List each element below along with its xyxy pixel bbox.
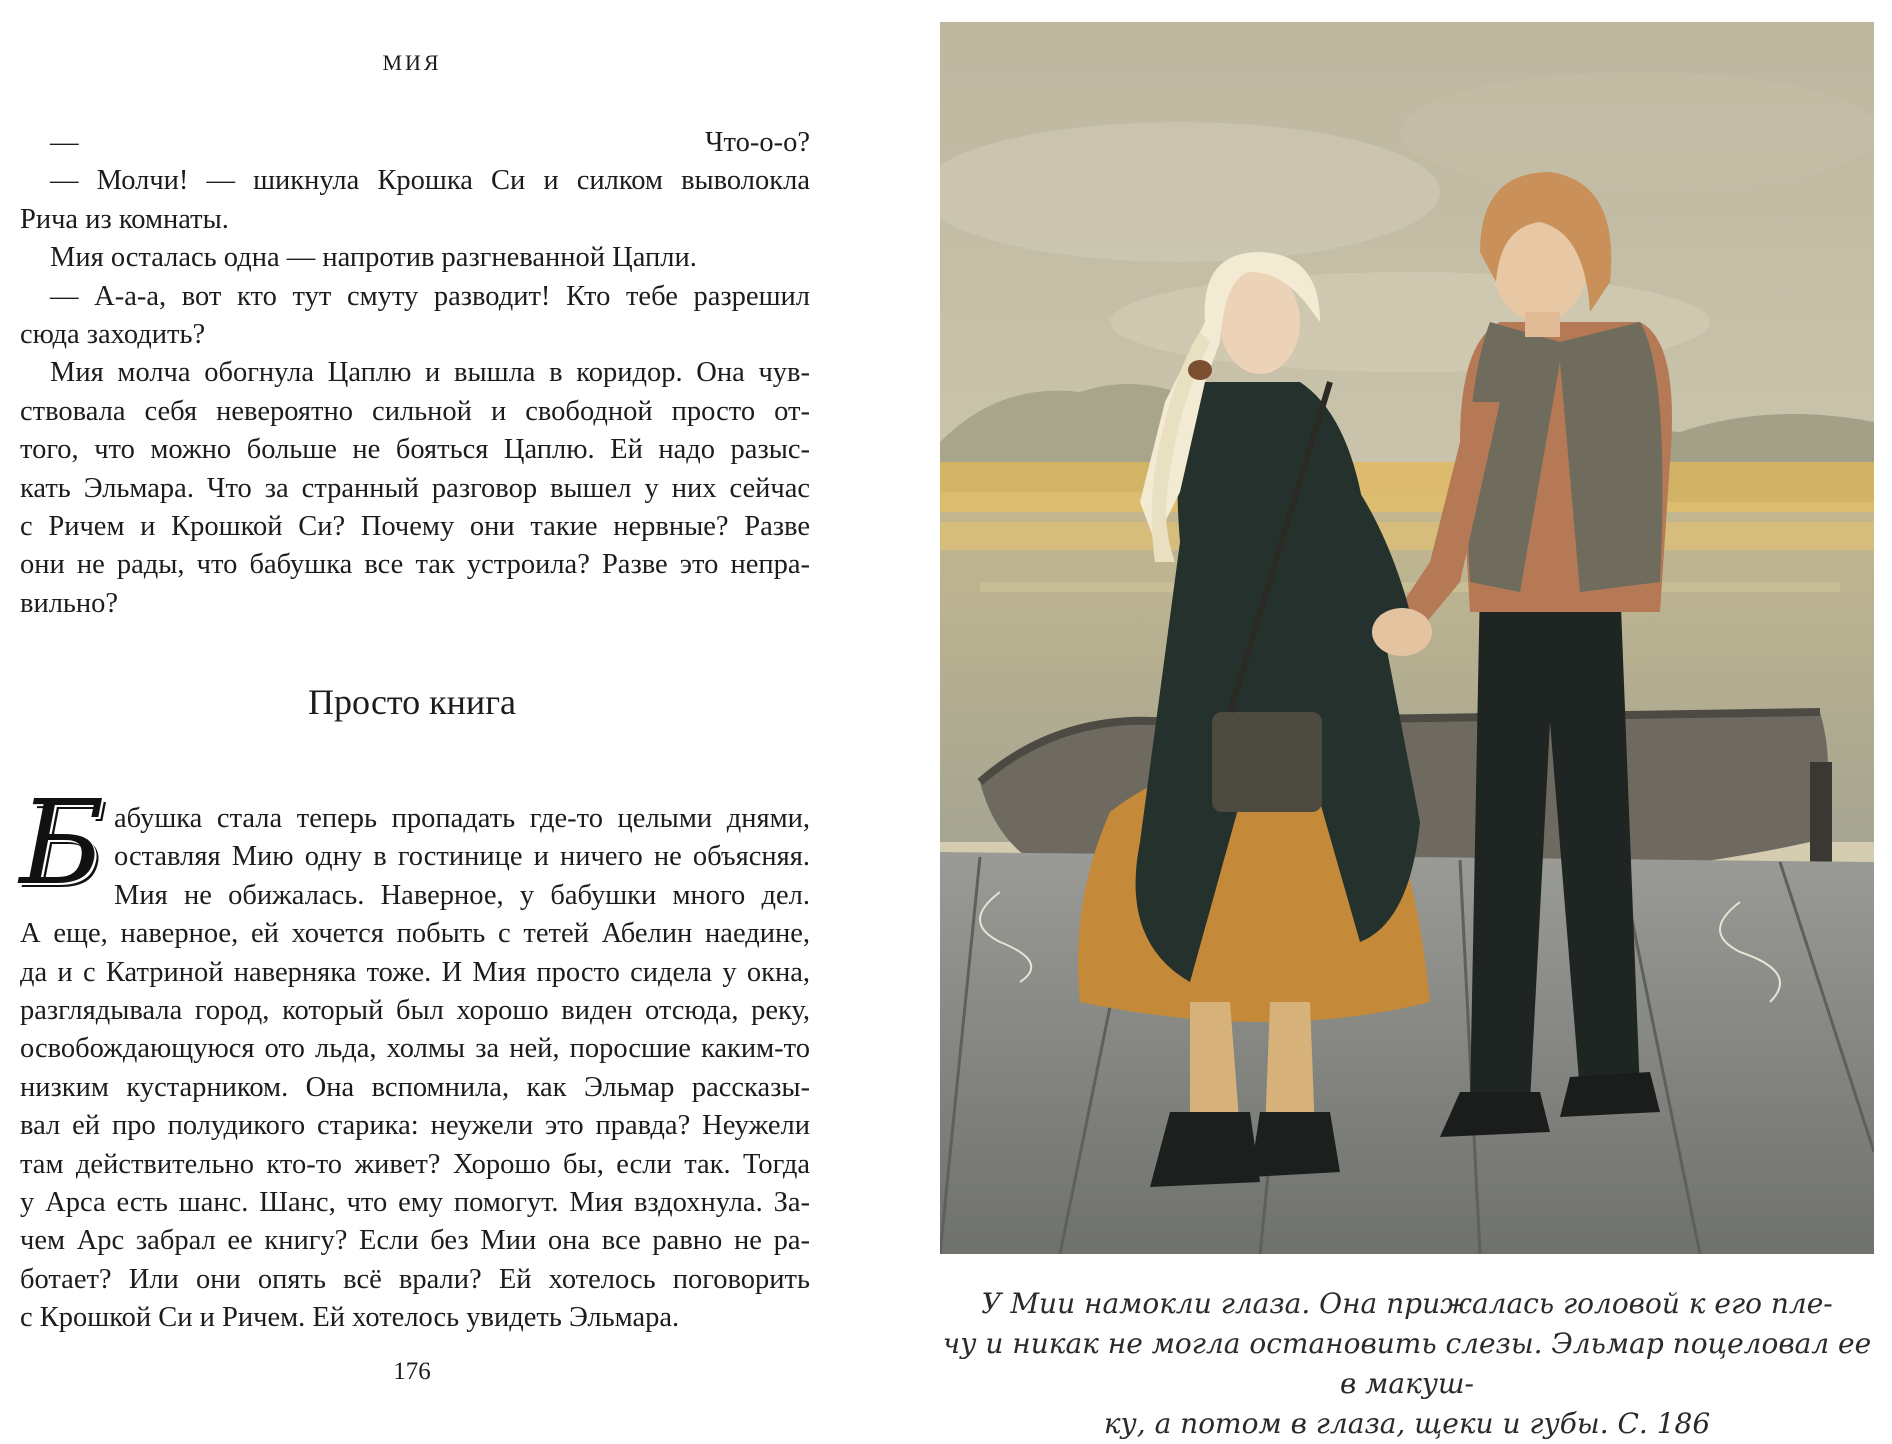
text-line: Мия осталась одна — напротив разгневанной Цапли. <box>50 242 697 274</box>
running-head: МИЯ <box>382 50 442 75</box>
text-line: кать Эльмара. Что за странный разговор вышел у них сейчас <box>20 472 810 504</box>
text-line: — А-а-а, вот кто тут смуту разводит! Кто тебе разрешил <box>50 280 810 312</box>
text-line: — Что-о-о? <box>50 127 810 158</box>
text-line: Рича из комнаты. <box>20 203 229 235</box>
text-line: да и с Катриной наверняка тоже. И Мия просто сидела у окна, <box>20 956 810 988</box>
cloud <box>940 122 1440 262</box>
right-page <box>940 0 1892 1440</box>
page-number: 176 <box>393 1358 431 1385</box>
caption-line: ку, а потом в глаза, щеки и губы. С. 186 <box>1103 1407 1711 1440</box>
caption-line: чу и никак не могла остановить слезы. Эльмар поцеловал ее в макуш- <box>942 1327 1872 1400</box>
text-line: вал ей про полудикого старика: неужели это правда? Неужели <box>20 1110 810 1142</box>
text-line: ботает? Или они опять всё врали? Ей хотелось поговорить <box>20 1263 810 1295</box>
left-page <box>0 0 900 1420</box>
cloud <box>1400 72 1874 192</box>
caption-line: У Мии намокли глаза. Она прижалась головой к его пле- <box>981 1287 1833 1320</box>
girl-hair-tie <box>1188 360 1212 380</box>
text-line: с Крошкой Си и Ричем. Ей хотелось увидеть Эльмара. <box>20 1302 680 1334</box>
water-glow <box>940 522 1874 550</box>
text-line: Мия молча обогнула Цаплю и вышла в коридор. Она чув- <box>50 357 810 389</box>
illustration <box>940 22 1874 1254</box>
girl-boot <box>1250 1112 1340 1177</box>
girl-satchel <box>1212 712 1322 812</box>
boy-shoe <box>1560 1072 1660 1117</box>
text-line: Мия не обижалась. Наверное, у бабушки много дел. <box>114 879 810 911</box>
text-line: того, что можно больше не бояться Цаплю. Ей надо разыс- <box>20 434 810 466</box>
chapter-heading: Просто книга <box>308 682 516 722</box>
text-line: с Ричем и Крошкой Си? Почему они такие нервные? Разве <box>20 510 810 542</box>
body-text <box>20 124 810 623</box>
text-line: разглядывала город, который был хорошо виден отсюда, реку, <box>20 994 810 1026</box>
text-line: низким кустарником. Она вспомнила, как Эльмар рассказы- <box>20 1071 810 1103</box>
text-line: А еще, наверное, ей хочется побыть с тетей Абелин наедине, <box>20 918 810 950</box>
drop-cap: Б <box>19 776 105 911</box>
text-line: оставляя Мию одну в гостинице и ничего не объясняя. <box>114 841 810 873</box>
text-line: ствовала себя невероятно сильной и свободной просто от- <box>20 395 810 427</box>
text-line: вильно? <box>20 587 119 619</box>
text-line: сюда заходить? <box>20 318 206 350</box>
text-line: там действительно кто-то живет? Хорошо бы, если так. Тогда <box>20 1148 810 1180</box>
boy-neck <box>1525 312 1560 337</box>
illustration-caption <box>940 1284 1874 1444</box>
clasped-hands <box>1372 608 1432 656</box>
chapter-text <box>19 776 810 1337</box>
text-line: у Арса есть шанс. Шанс, что ему помогут. Мия вздохнула. За- <box>20 1186 810 1218</box>
text-line: они не рады, что бабушка все так устроила? Разве это непра- <box>20 549 810 581</box>
text-line: абушка стала теперь пропадать где-то целыми днями, <box>114 803 810 834</box>
text-line: — Молчи! — шикнула Крошка Си и силком выволокла <box>50 165 810 197</box>
water-glow <box>980 582 1840 592</box>
text-line: чем Арс забрал ее книгу? Если без Мии она все равно не ра- <box>20 1225 810 1257</box>
text-line: освобождающуюся ото льда, холмы за ней, поросшие каким-то <box>20 1033 810 1065</box>
